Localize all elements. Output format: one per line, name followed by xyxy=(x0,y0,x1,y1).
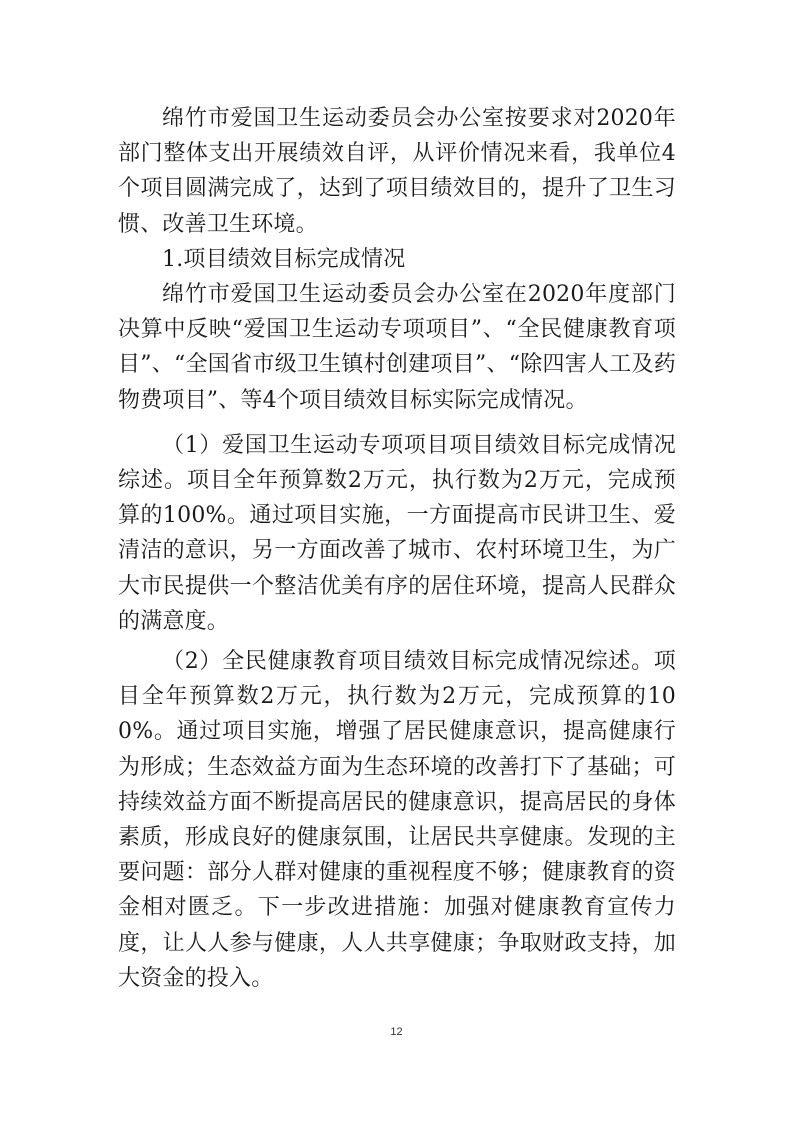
paragraph-self-evaluation-summary: 绵竹市爱国卫生运动委员会办公室按要求对2020年部门整体支出开展绩效自评，从评价情况来看，我单位4个项目圆满完成了，达到了项目绩效目的，提升了卫生习惯、改善卫生环境。 xyxy=(118,106,676,237)
body-text xyxy=(118,101,676,996)
paragraph-item-1-patriotic-health: （1）爱国卫生运动专项项目项目绩效目标完成情况综述。项目全年预算数2万元，执行数为2万元，完成预算的100%。通过项目实施，一方面提高市民讲卫生、爱清洁的意识，另一方面改善了城市、农村环境卫生，为广大市民提供一个整洁优美有序的居住环境，提高人民群众的满意度。 xyxy=(118,432,676,634)
paragraph-project-overview: 绵竹市爱国卫生运动委员会办公室在2020年度部门决算中反映“爱国卫生运动专项项目”、“全民健康教育项目”、“全国省市级卫生镇村创建项目”、“除四害人工及药物费项目”、等4个项目绩效目标实际完成情况。 xyxy=(118,282,676,413)
paragraph-item-2-health-education: （2）全民健康教育项目绩效目标完成情况综述。项目全年预算数2万元，执行数为2万元，完成预算的100%。通过项目实施，增强了居民健康意识，提高健康行为形成；生态效益方面为生态环境的改善打下了基础；可持续效益方面不断提高居民的健康意识，提高居民的身体素质，形成良好的健康氛围，让居民共享健康。发现的主要问题：部分人群对健康的重视程度不够；健康教育的资金相对匮乏。下一步改进措施：加强对健康教育宣传力度，让人人参与健康，人人共享健康；争取财政支持，加大资金的投入。 xyxy=(118,649,676,991)
page-number: 12 xyxy=(390,1026,403,1038)
section-heading-project-performance: 1.项目绩效目标完成情况 xyxy=(162,246,406,272)
